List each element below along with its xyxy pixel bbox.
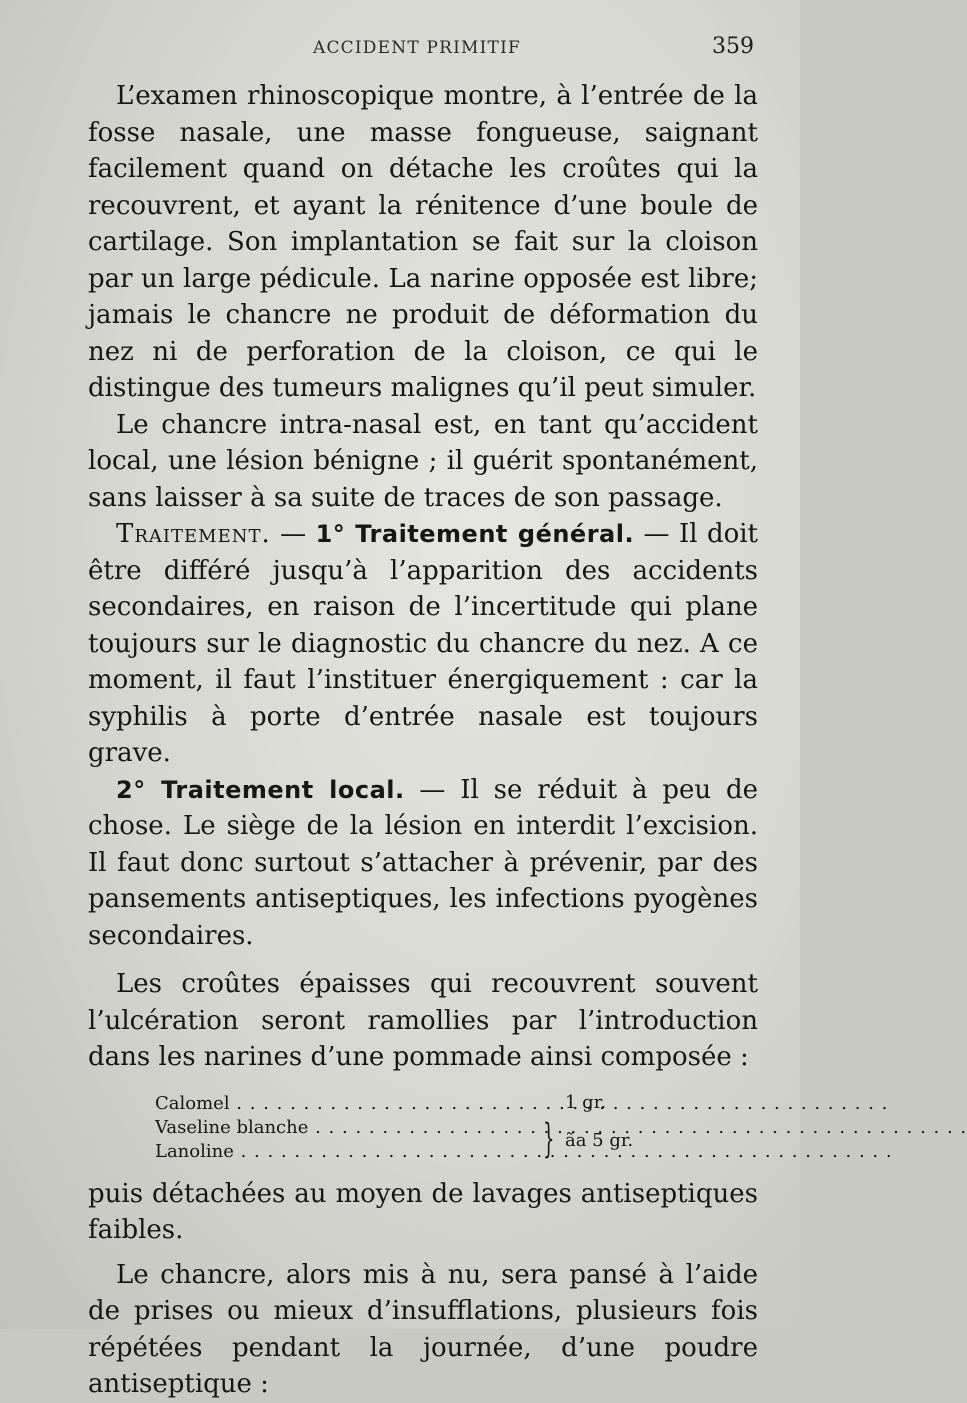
- body-text: [88, 78, 758, 1403]
- ingredient-name: Calomel . . .: [155, 1092, 595, 1116]
- shared-dose: ãa 5 gr.: [565, 1129, 634, 1151]
- paragraph-washing: puis détachées au moyen de lavages antiseptiques faibles.: [88, 1178, 758, 1245]
- page-number: 359: [712, 34, 754, 59]
- general-treatment-heading: 1° Traitement général.: [315, 520, 635, 548]
- ointment-formula: [88, 1086, 758, 1168]
- paragraph-crusts: Les croûtes épaisses qui recouvrent souvent l’ulcération seront ramollies par l’introduction dans les narines d’une pommade ainsi composée :: [88, 969, 758, 1072]
- general-treatment-text: Il doit être différé jusqu’à l’apparition des accidents secondaires, en raison de l’incertitude qui plane toujours sur le diagnostic du chancre du nez. A ce moment, il faut l’instituer énergiquement : car la syphilis à porte d’entrée nasale est toujours grave.: [88, 519, 759, 768]
- dash: —: [270, 519, 316, 549]
- paragraph-general-treatment: [88, 516, 758, 772]
- treatment-label: Traitement.: [116, 519, 271, 549]
- running-title: ACCIDENT PRIMITIF: [313, 38, 521, 58]
- paragraph-rhinoscopy: L’examen rhinoscopique montre, à l’entrée de la fosse nasale, une masse fongueuse, saignant facilement quand on détache les croûtes qui la recouvrent, et ayant la rénitence d’une boule de cartilage. Son implantation se fait sur la cloison par un large pédicule. La narine opposée est libre; jamais le chancre ne produit de déformation du nez ni de perforation de la cloison, ce qui le distingue des tumeurs malignes qu’il peut simuler.: [88, 81, 758, 403]
- dash: —: [634, 519, 679, 549]
- dash: —: [404, 774, 461, 805]
- paragraph-dressing: Le chancre, alors mis à nu, sera pansé à l’aide de prises ou mieux d’insufflations, plusieurs fois répétées pendant la journée, d’une poudre antiseptique :: [88, 1259, 758, 1399]
- local-treatment-heading: 2° Traitement local.: [116, 775, 405, 804]
- page-header: [88, 30, 760, 70]
- paragraph-local-treatment: [88, 772, 758, 955]
- local-treatment-text: Il se réduit à peu de chose. Le siège de la lésion en interdit l’excision. Il faut donc surtout s’attacher à prévenir, par des pansements antiseptiques, les infections pyogènes secondaires.: [88, 774, 758, 951]
- ingredient-dose: 1 gr.: [565, 1091, 607, 1113]
- ingredient-name: Lanoline . . .: [155, 1140, 595, 1164]
- formula-row: [155, 1116, 595, 1140]
- formula-row: [155, 1092, 595, 1116]
- ingredient-name: Vaseline blanche . . .: [155, 1116, 595, 1140]
- paragraph-benign: Le chancre intra-nasal est, en tant qu’accident local, une lésion bénigne ; il guérit spontanément, sans laisser à sa suite de traces de son passage.: [88, 409, 758, 513]
- formula-row: [155, 1140, 595, 1164]
- brace-symbol: }: [543, 1115, 555, 1162]
